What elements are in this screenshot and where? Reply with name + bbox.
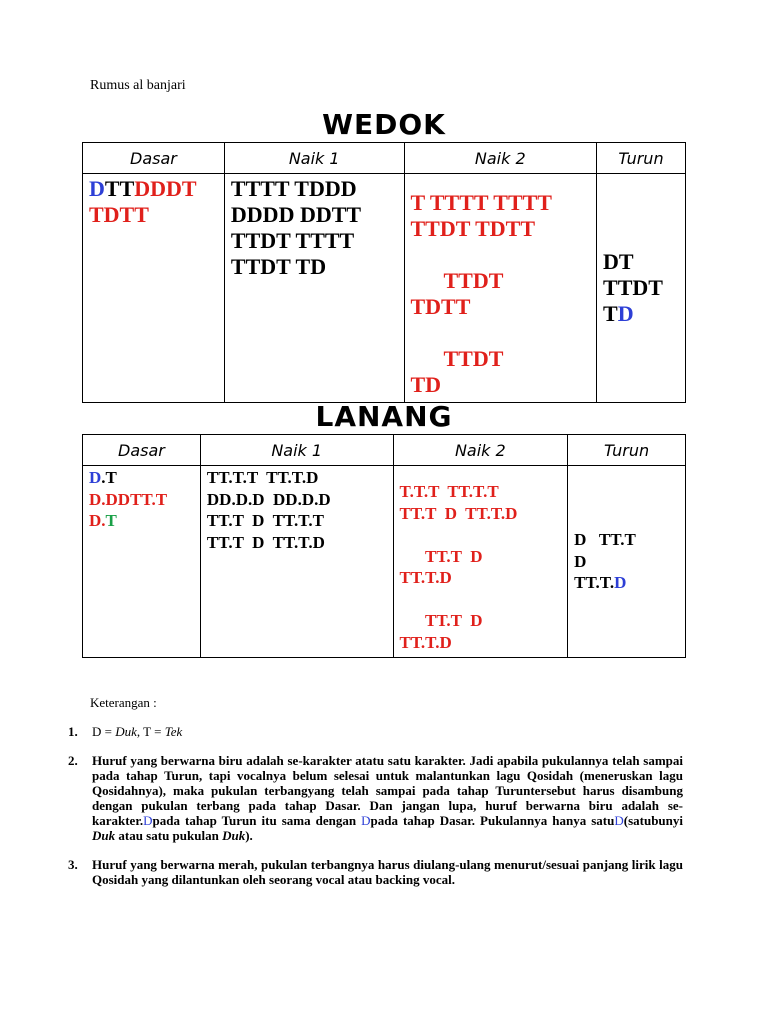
note-text-segment: pada tahap Dasar. Pukulannya hanya satu	[370, 813, 615, 828]
cell-line: DDDD DDTT	[230, 202, 362, 227]
lanang-header-naik1: Naik 1	[200, 435, 393, 466]
lanang-table	[82, 434, 686, 658]
note-item	[68, 724, 683, 739]
cell-line: TT.T D TT.T.D	[399, 503, 518, 523]
wedok-header-dasar: Dasar	[83, 143, 225, 174]
rhythm-segment: DDDT	[134, 176, 197, 201]
cell-line	[603, 275, 679, 301]
note-text-segment: D	[614, 813, 624, 828]
cell-line: TTDT	[410, 346, 504, 371]
note-text-segment: D	[143, 813, 153, 828]
rhythm-segment: TT	[104, 176, 135, 201]
lanang-naik1-cell	[200, 466, 393, 658]
note-text	[92, 857, 683, 887]
lanang-header-naik2: Naik 2	[393, 435, 568, 466]
cell-line	[603, 249, 679, 275]
note-text-segment: Tek	[164, 724, 183, 739]
rhythm-segment: D TT.T	[574, 530, 636, 550]
rhythm-segment: TT.T.	[574, 573, 615, 593]
rhythm-segment: D	[89, 468, 102, 487]
note-number: 2.	[68, 753, 78, 768]
rhythm-segment: D	[617, 301, 634, 326]
wedok-header-turun: Turun	[597, 143, 686, 174]
cell-line: TT.T D TT.T.T	[206, 511, 324, 530]
rhythm-segment: D	[89, 176, 105, 201]
cell-line	[89, 510, 194, 532]
wedok-naik1-cell	[224, 174, 404, 403]
note-item	[68, 857, 683, 887]
note-item	[68, 753, 683, 843]
rhythm-segment: D.	[89, 511, 106, 530]
rhythm-segment: D	[614, 573, 627, 593]
notes-label: Keterangan :	[90, 695, 157, 710]
rhythm-segment: DT	[603, 249, 634, 274]
rhythm-segment: T	[105, 511, 117, 530]
lanang-heading: LANANG	[315, 400, 453, 433]
rhythm-segment: TDTT	[89, 202, 149, 227]
cell-line: TTDT TDTT	[410, 216, 536, 241]
wedok-table	[82, 142, 686, 403]
cell-line: DD.D.D DD.D.D	[206, 489, 331, 509]
cell-line	[89, 176, 218, 202]
cell-line: TTDT TTTT	[230, 228, 355, 253]
cell-line: TD	[410, 372, 442, 397]
cell-line: TT.T D TT.T.D	[206, 532, 325, 552]
cell-line	[89, 202, 218, 228]
note-number: 1.	[68, 724, 78, 739]
rhythm-segment: T	[603, 301, 618, 326]
wedok-header-naik1: Naik 1	[224, 143, 404, 174]
cell-line	[603, 301, 679, 327]
note-text-segment: , T =	[136, 724, 165, 739]
rhythm-segment: D	[574, 551, 587, 571]
rhythm-segment: .T	[101, 468, 117, 487]
cell-line: T.T.T TT.T.T	[399, 482, 499, 501]
wedok-header-naik2: Naik 2	[404, 143, 597, 174]
cell-line: TDTT	[410, 294, 471, 319]
cell-line	[411, 320, 591, 346]
wedok-naik2-cell	[404, 174, 597, 403]
cell-line	[574, 551, 679, 573]
cell-line	[411, 242, 591, 268]
note-text-segment: D	[361, 813, 371, 828]
cell-line: TT.T.T TT.T.D	[206, 468, 319, 487]
note-text-segment: Huruf yang berwarna merah, pukulan terbangnya harus diulang-ulang menurut/sesuai panjang lirik lagu Qosidah yang dilantunkan oleh seorang vocal atau backing vocal.	[92, 857, 683, 887]
note-text-segment: Duk	[222, 828, 246, 843]
lanang-naik2-cell	[393, 466, 568, 658]
cell-line	[400, 524, 562, 546]
note-text-segment: pada tahap Turun itu sama dengan	[152, 813, 362, 828]
wedok-heading: WEDOK	[322, 108, 446, 141]
cell-line: TT.T D	[399, 546, 483, 566]
lanang-header-dasar: Dasar	[83, 435, 201, 466]
note-text-segment: (satubunyi	[623, 813, 683, 828]
cell-line: T TTTT TTTT	[410, 190, 552, 215]
cell-line	[89, 467, 194, 489]
cell-line: TTTT TDDD	[230, 176, 357, 201]
rhythm-segment: TTDT	[603, 275, 663, 300]
cell-line	[400, 589, 562, 611]
wedok-turun-cell	[597, 174, 686, 403]
note-text-segment: Duk	[92, 828, 116, 843]
cell-line	[574, 572, 679, 594]
document-title: Rumus al banjari	[90, 78, 186, 93]
note-text-segment: D =	[92, 724, 116, 739]
rhythm-segment: D.DDTT.T	[89, 489, 168, 509]
notes-section	[68, 695, 683, 887]
note-text-segment: Duk	[115, 724, 137, 739]
lanang-turun-cell	[568, 466, 686, 658]
cell-line	[574, 529, 679, 551]
note-text-segment: Huruf yang berwarna biru adalah se-karakter atatu satu karakter. Jadi apabila pukulannya telah sampai pada tahap Turun, tapi vocalnya belum selesai untuk malantunkan lagu Qosidah (meneruskan lagu Qosidahnya), maka pukulan terbangyang telah sampai pada tahap Turuntersebut harus disambung dengan pukulan terbang pada tahap Dasar. Dan jangan lupa, huruf berwarna biru adalah se-karakter.	[92, 753, 683, 828]
note-number: 3.	[68, 857, 78, 872]
note-text-segment: atau satu pukulan	[115, 828, 223, 843]
wedok-dasar-cell	[83, 174, 225, 403]
cell-line: TTDT TD	[230, 254, 327, 279]
cell-line: TT.T.D	[399, 568, 452, 587]
note-text	[92, 753, 683, 843]
lanang-dasar-cell	[83, 466, 201, 658]
cell-line	[89, 489, 194, 511]
note-text	[92, 724, 683, 739]
lanang-header-turun: Turun	[568, 435, 686, 466]
cell-line: TT.T D	[399, 611, 483, 630]
cell-line: TTDT	[410, 268, 504, 293]
note-text-segment: ).	[245, 828, 253, 843]
cell-line: TT.T.D	[399, 632, 452, 652]
